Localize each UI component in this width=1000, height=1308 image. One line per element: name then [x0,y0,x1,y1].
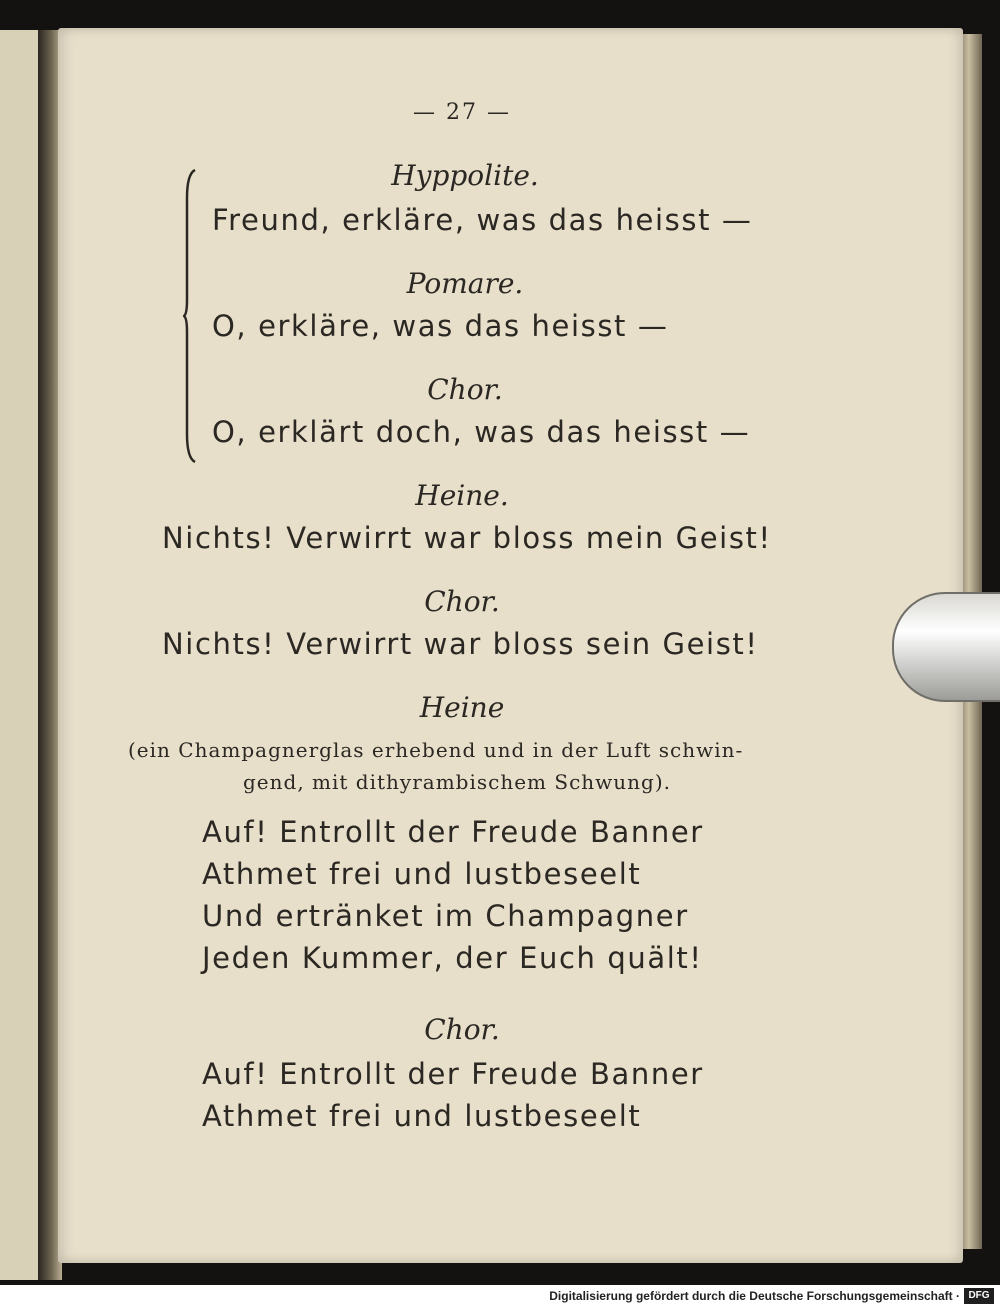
bookmark-tab [892,592,1000,702]
page-number: — 27 — [413,100,511,125]
footer-bar [0,1285,1000,1308]
stage-direction: (ein Champagnerglas erhebend und in der Luft schwin- [128,738,744,762]
dfg-logo: DFG [964,1288,994,1304]
verse-line: Jeden Kummer, der Euch quält! [202,941,703,975]
verse-line: Auf! Entrollt der Freude Banner [202,815,704,849]
speaker-heine: Heine. [415,479,509,512]
chorus-bracket [183,168,197,464]
speaker-chor: Chor. [427,373,503,406]
verse-line: Und ertränket im Champagner [202,899,689,933]
verse-line: O, erkläre, was das heisst — [212,309,669,343]
verse-line: Auf! Entrollt der Freude Banner [202,1057,704,1091]
speaker-pomare: Pomare. [406,267,524,300]
speaker-heine: Heine [419,691,505,724]
verse-line: O, erklärt doch, was das heisst — [212,415,751,449]
speaker-chor: Chor. [424,585,500,618]
verse-line: Nichts! Verwirrt war bloss sein Geist! [162,627,759,661]
verse-line: Athmet frei und lustbeseelt [202,1099,642,1133]
verse-line: Nichts! Verwirrt war bloss mein Geist! [162,521,772,555]
verse-line: Athmet frei und lustbeseelt [202,857,642,891]
verse-line: Freund, erkläre, was das heisst — [212,203,753,237]
previous-page-edge [0,30,42,1280]
speaker-chor: Chor. [424,1013,500,1046]
funding-notice: Digitalisierung gefördert durch die Deutsche Forschungsgemeinschaft · [549,1289,960,1303]
speaker-hyppolite: Hyppolite. [391,159,539,192]
stage-direction: gend, mit dithyrambischem Schwung). [243,770,671,794]
